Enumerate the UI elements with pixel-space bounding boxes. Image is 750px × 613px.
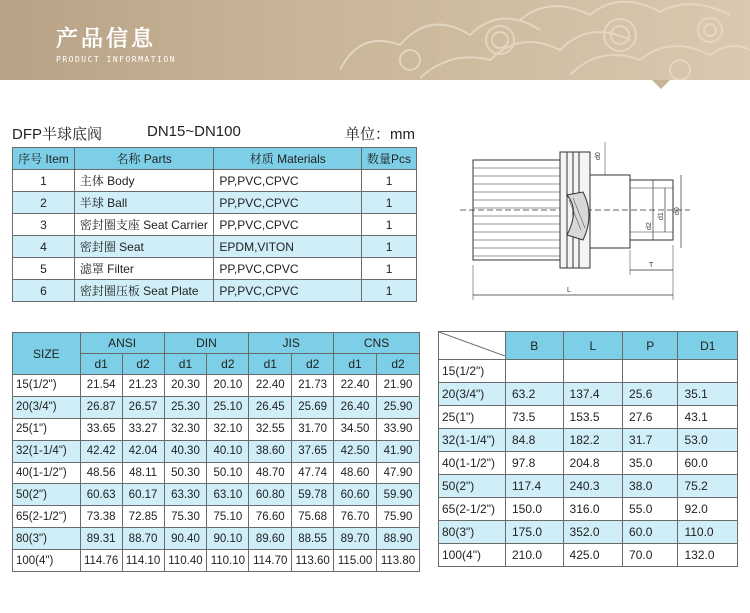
table-row xyxy=(13,418,420,440)
header-cell: d2 xyxy=(207,354,249,375)
table-row xyxy=(439,406,738,429)
value-cell: 25.30 xyxy=(164,396,207,418)
table-row xyxy=(13,528,420,550)
value-cell: 40.10 xyxy=(207,440,249,462)
header-cell: ANSI xyxy=(80,333,164,354)
dim-label: d2 xyxy=(646,222,653,230)
value-cell: 73.38 xyxy=(80,506,122,528)
value-cell: 34.50 xyxy=(334,418,377,440)
size-cell: 40(1-1/2") xyxy=(439,452,506,475)
header-cell: d1 xyxy=(334,354,377,375)
value-cell: 31.70 xyxy=(292,418,334,440)
dim-label: L xyxy=(567,287,571,294)
value-cell: 175.0 xyxy=(506,521,564,544)
size-cell: 100(4") xyxy=(13,550,81,572)
value-cell: 27.6 xyxy=(623,406,678,429)
value-cell: 110.0 xyxy=(678,521,738,544)
valve-technical-drawing xyxy=(455,140,695,302)
value-cell: 117.4 xyxy=(506,475,564,498)
value-cell: 92.0 xyxy=(678,498,738,521)
value-cell: 48.56 xyxy=(80,462,122,484)
cell: 1 xyxy=(362,214,417,236)
value-cell: 73.5 xyxy=(506,406,564,429)
value-cell: 63.10 xyxy=(207,484,249,506)
table-row xyxy=(439,383,738,406)
value-cell: 97.8 xyxy=(506,452,564,475)
cell: EPDM,VITON xyxy=(214,236,362,258)
value-cell xyxy=(678,360,738,383)
table-row xyxy=(439,452,738,475)
value-cell: 32.30 xyxy=(164,418,207,440)
value-cell: 132.0 xyxy=(678,544,738,567)
dim-label: d0 xyxy=(595,152,602,160)
size-standards-table xyxy=(12,332,420,572)
value-cell: 42.42 xyxy=(80,440,122,462)
cell: 2 xyxy=(13,192,75,214)
header-cell: L xyxy=(563,332,623,360)
value-cell: 316.0 xyxy=(563,498,623,521)
header-cell: 材质 Materials xyxy=(214,148,362,170)
value-cell: 37.65 xyxy=(292,440,334,462)
table-row xyxy=(439,360,738,383)
cell: 1 xyxy=(362,170,417,192)
header-banner xyxy=(0,0,750,80)
table-row xyxy=(439,429,738,452)
value-cell: 25.6 xyxy=(623,383,678,406)
table-row xyxy=(13,396,420,418)
value-cell: 84.8 xyxy=(506,429,564,452)
value-cell: 21.23 xyxy=(122,375,164,397)
size-cell: 65(2-1/2") xyxy=(439,498,506,521)
value-cell: 75.10 xyxy=(207,506,249,528)
value-cell: 352.0 xyxy=(563,521,623,544)
header-cell: B xyxy=(506,332,564,360)
value-cell: 21.73 xyxy=(292,375,334,397)
value-cell: 26.45 xyxy=(249,396,292,418)
size-cell: 100(4") xyxy=(439,544,506,567)
size-table-body xyxy=(13,375,420,572)
header-cell: d2 xyxy=(377,354,420,375)
dimension-table xyxy=(438,331,738,567)
value-cell: 32.10 xyxy=(207,418,249,440)
size-cell: 80(3") xyxy=(13,528,81,550)
table-row xyxy=(439,475,738,498)
value-cell: 60.0 xyxy=(623,521,678,544)
size-cell: 25(1") xyxy=(439,406,506,429)
size-cell: 20(3/4") xyxy=(439,383,506,406)
table-row xyxy=(13,280,417,302)
cell: 6 xyxy=(13,280,75,302)
table-row xyxy=(13,462,420,484)
cell: 3 xyxy=(13,214,75,236)
cell: 半球 Ball xyxy=(74,192,214,214)
cell: PP,PVC,CPVC xyxy=(214,170,362,192)
value-cell: 33.65 xyxy=(80,418,122,440)
value-cell: 88.55 xyxy=(292,528,334,550)
size-cell: 50(2") xyxy=(13,484,81,506)
value-cell: 59.90 xyxy=(377,484,420,506)
value-cell: 115.00 xyxy=(334,550,377,572)
value-cell: 63.30 xyxy=(164,484,207,506)
value-cell: 20.10 xyxy=(207,375,249,397)
value-cell: 72.85 xyxy=(122,506,164,528)
size-cell: 20(3/4") xyxy=(13,396,81,418)
value-cell: 75.2 xyxy=(678,475,738,498)
value-cell: 31.7 xyxy=(623,429,678,452)
header-cell: 名称 Parts xyxy=(74,148,214,170)
value-cell: 113.80 xyxy=(377,550,420,572)
banner-subtitle: PRODUCT INFORMATION xyxy=(56,55,177,64)
cell: 4 xyxy=(13,236,75,258)
value-cell: 60.60 xyxy=(334,484,377,506)
cell: 1 xyxy=(362,192,417,214)
value-cell: 33.90 xyxy=(377,418,420,440)
value-cell: 26.57 xyxy=(122,396,164,418)
value-cell: 60.80 xyxy=(249,484,292,506)
cell: 密封圈支座 Seat Carrier xyxy=(74,214,214,236)
value-cell: 35.0 xyxy=(623,452,678,475)
value-cell: 89.31 xyxy=(80,528,122,550)
cell: 1 xyxy=(13,170,75,192)
value-cell: 182.2 xyxy=(563,429,623,452)
value-cell: 47.90 xyxy=(377,462,420,484)
value-cell: 88.90 xyxy=(377,528,420,550)
value-cell: 50.10 xyxy=(207,462,249,484)
size-range: DN15~DN100 xyxy=(147,123,241,140)
table-row xyxy=(13,484,420,506)
value-cell: 88.70 xyxy=(122,528,164,550)
cloud-pattern-decoration xyxy=(320,0,750,80)
parts-table xyxy=(12,147,417,302)
table-row xyxy=(439,544,738,567)
header-cell: d2 xyxy=(122,354,164,375)
value-cell: 75.30 xyxy=(164,506,207,528)
value-cell: 204.8 xyxy=(563,452,623,475)
value-cell: 75.90 xyxy=(377,506,420,528)
cell: 5 xyxy=(13,258,75,280)
value-cell: 48.60 xyxy=(334,462,377,484)
header-cell: 数量Pcs xyxy=(362,148,417,170)
product-name: DFP半球底阀 xyxy=(12,126,103,143)
value-cell: 20.30 xyxy=(164,375,207,397)
header-cell: D1 xyxy=(678,332,738,360)
header-cell: SIZE xyxy=(13,333,81,375)
cell: 密封圈压板 Seat Plate xyxy=(74,280,214,302)
value-cell: 110.40 xyxy=(164,550,207,572)
header-cell: 序号 Item xyxy=(13,148,75,170)
cell: PP,PVC,CPVC xyxy=(214,258,362,280)
cell: PP,PVC,CPVC xyxy=(214,192,362,214)
size-cell: 25(1") xyxy=(13,418,81,440)
value-cell: 47.74 xyxy=(292,462,334,484)
table-row xyxy=(13,506,420,528)
size-cell: 15(1/2") xyxy=(13,375,81,397)
value-cell: 48.11 xyxy=(122,462,164,484)
dim-label: T xyxy=(649,262,654,269)
dim-label: d1 xyxy=(658,212,665,220)
diagonal-header-cell xyxy=(439,332,506,360)
value-cell: 41.90 xyxy=(377,440,420,462)
header-cell: CNS xyxy=(334,333,420,354)
value-cell: 76.60 xyxy=(249,506,292,528)
value-cell: 38.60 xyxy=(249,440,292,462)
parts-table-header xyxy=(13,148,417,170)
value-cell xyxy=(623,360,678,383)
value-cell: 114.70 xyxy=(249,550,292,572)
value-cell: 60.63 xyxy=(80,484,122,506)
value-cell: 425.0 xyxy=(563,544,623,567)
cell: 1 xyxy=(362,236,417,258)
value-cell: 21.54 xyxy=(80,375,122,397)
value-cell: 90.10 xyxy=(207,528,249,550)
value-cell: 60.17 xyxy=(122,484,164,506)
value-cell: 38.0 xyxy=(623,475,678,498)
dim-table-body xyxy=(439,360,738,567)
value-cell: 43.1 xyxy=(678,406,738,429)
value-cell: 33.27 xyxy=(122,418,164,440)
value-cell: 25.10 xyxy=(207,396,249,418)
diagonal-line xyxy=(439,332,505,356)
value-cell: 89.60 xyxy=(249,528,292,550)
cell: 1 xyxy=(362,258,417,280)
value-cell: 114.76 xyxy=(80,550,122,572)
header-cell: d1 xyxy=(249,354,292,375)
value-cell: 22.40 xyxy=(249,375,292,397)
value-cell: 114.10 xyxy=(122,550,164,572)
header-cell: d1 xyxy=(164,354,207,375)
value-cell xyxy=(506,360,564,383)
size-cell: 15(1/2") xyxy=(439,360,506,383)
value-cell: 40.30 xyxy=(164,440,207,462)
value-cell: 210.0 xyxy=(506,544,564,567)
value-cell: 32.55 xyxy=(249,418,292,440)
cell: PP,PVC,CPVC xyxy=(214,280,362,302)
table-row xyxy=(13,192,417,214)
value-cell: 153.5 xyxy=(563,406,623,429)
table-row xyxy=(439,521,738,544)
size-cell: 40(1-1/2") xyxy=(13,462,81,484)
header-cell: d2 xyxy=(292,354,334,375)
value-cell: 35.1 xyxy=(678,383,738,406)
header-cell: d1 xyxy=(80,354,122,375)
value-cell: 55.0 xyxy=(623,498,678,521)
value-cell: 110.10 xyxy=(207,550,249,572)
cell: PP,PVC,CPVC xyxy=(214,214,362,236)
value-cell: 22.40 xyxy=(334,375,377,397)
table-row xyxy=(13,214,417,236)
value-cell: 113.60 xyxy=(292,550,334,572)
table-row xyxy=(13,375,420,397)
header-cell: JIS xyxy=(249,333,334,354)
value-cell: 26.40 xyxy=(334,396,377,418)
value-cell: 150.0 xyxy=(506,498,564,521)
value-cell: 76.70 xyxy=(334,506,377,528)
value-cell: 75.68 xyxy=(292,506,334,528)
size-cell: 65(2-1/2") xyxy=(13,506,81,528)
header-cell: P xyxy=(623,332,678,360)
value-cell: 50.30 xyxy=(164,462,207,484)
value-cell: 25.90 xyxy=(377,396,420,418)
value-cell: 89.70 xyxy=(334,528,377,550)
table-row xyxy=(13,236,417,258)
value-cell: 53.0 xyxy=(678,429,738,452)
cell: 密封圈 Seat xyxy=(74,236,214,258)
size-table-header xyxy=(13,333,420,354)
value-cell: 70.0 xyxy=(623,544,678,567)
header-cell: DIN xyxy=(164,333,249,354)
table-row xyxy=(13,170,417,192)
cell: 1 xyxy=(362,280,417,302)
value-cell: 26.87 xyxy=(80,396,122,418)
value-cell: 137.4 xyxy=(563,383,623,406)
value-cell xyxy=(563,360,623,383)
cell: 滤罩 Filter xyxy=(74,258,214,280)
size-cell: 32(1-1/4") xyxy=(439,429,506,452)
value-cell: 63.2 xyxy=(506,383,564,406)
table-row xyxy=(13,550,420,572)
cell: 主体 Body xyxy=(74,170,214,192)
value-cell: 42.04 xyxy=(122,440,164,462)
table-row xyxy=(13,258,417,280)
value-cell: 48.70 xyxy=(249,462,292,484)
size-cell: 32(1-1/4") xyxy=(13,440,81,462)
value-cell: 21.90 xyxy=(377,375,420,397)
table-row xyxy=(439,498,738,521)
dim-label: d0 xyxy=(674,207,681,215)
value-cell: 60.0 xyxy=(678,452,738,475)
banner-notch xyxy=(652,80,670,89)
size-cell: 50(2") xyxy=(439,475,506,498)
value-cell: 240.3 xyxy=(563,475,623,498)
dim-table-header xyxy=(439,332,738,360)
value-cell: 25.69 xyxy=(292,396,334,418)
banner-title: 产品信息 xyxy=(56,27,157,52)
value-cell: 42.50 xyxy=(334,440,377,462)
value-cell: 90.40 xyxy=(164,528,207,550)
table-row xyxy=(13,440,420,462)
size-cell: 80(3") xyxy=(439,521,506,544)
value-cell: 59.78 xyxy=(292,484,334,506)
unit-label: 单位：mm xyxy=(345,126,415,143)
